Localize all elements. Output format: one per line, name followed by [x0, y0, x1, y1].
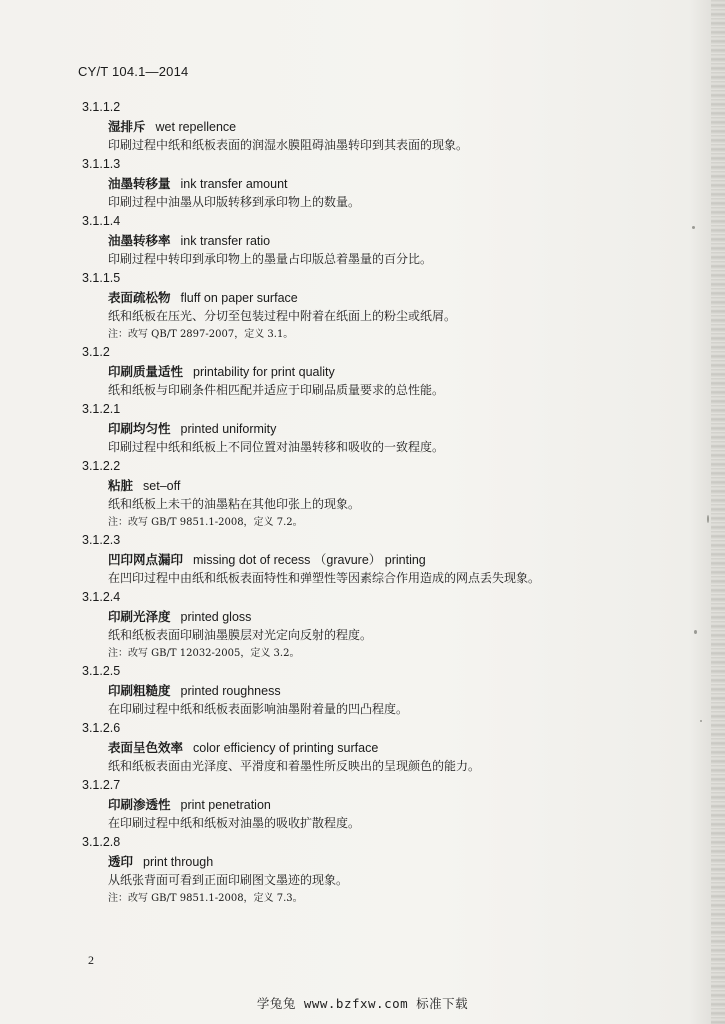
term-chinese: 表面呈色效率: [108, 740, 184, 755]
term-chinese: 印刷光泽度: [108, 609, 171, 624]
term-english: print through: [143, 855, 214, 869]
term-definition: 纸和纸板在压光、分切至包装过程中附着在纸面上的粉尘或纸屑。: [108, 309, 457, 323]
term-number: 3.1.1.5: [82, 271, 121, 285]
term-english: print penetration: [180, 798, 271, 812]
term-title: [82, 681, 682, 700]
term-title: [82, 852, 682, 871]
term-title: [82, 288, 682, 307]
term-english: ink transfer ratio: [180, 234, 271, 248]
term-note: 注：改写 QB/T 2897-2007，定义 3.1。: [108, 329, 294, 340]
term-chinese: 表面疏松物: [108, 290, 171, 305]
term-number: 3.1.2.5: [82, 664, 121, 678]
term-note: 注：改写 GB/T 12032-2005，定义 3.2。: [108, 648, 300, 659]
term-entry: [82, 343, 682, 400]
page-number: 2: [88, 953, 94, 967]
term-title: [82, 117, 682, 136]
scan-speck: [692, 226, 695, 229]
term-english: printed roughness: [180, 684, 281, 698]
term-definition: 纸和纸板与印刷条件相匹配并适应于印刷品质量要求的总性能。: [108, 383, 445, 397]
term-number: 3.1.2.6: [82, 721, 121, 735]
term-chinese: 粘脏: [108, 478, 134, 493]
term-title: [82, 419, 682, 438]
term-chinese: 油墨转移量: [108, 176, 171, 191]
term-english: wet repellence: [155, 120, 237, 134]
term-number: 3.1.2.1: [82, 402, 121, 416]
term-title: [82, 174, 682, 193]
term-entry: [82, 531, 682, 588]
term-english: missing dot of recess （gravure） printing: [193, 553, 426, 567]
term-chinese: 印刷均匀性: [108, 421, 171, 436]
term-english: printed gloss: [180, 610, 252, 624]
term-chinese: 透印: [108, 854, 134, 869]
term-number: 3.1.2.7: [82, 778, 121, 792]
term-english: fluff on paper surface: [180, 291, 298, 305]
term-english: set–off: [143, 479, 181, 493]
term-note: 注：改写 GB/T 9851.1-2008，定义 7.3。: [108, 893, 303, 904]
term-title: [82, 231, 682, 250]
term-entry: [82, 776, 682, 833]
term-definition: 印刷过程中油墨从印版转移到承印物上的数量。: [108, 195, 361, 209]
scan-speck: [700, 720, 702, 722]
term-english: color efficiency of printing surface: [193, 741, 379, 755]
term-definition: 印刷过程中纸和纸板表面的润湿水膜阻碍油墨转印到其表面的现象。: [108, 138, 469, 152]
term-number: 3.1.1.2: [82, 100, 121, 114]
term-entry: [82, 833, 682, 907]
term-definition: 印刷过程中转印到承印物上的墨量占印版总着墨量的百分比。: [108, 252, 433, 266]
standard-code-header: CY/T 104.1—2014: [78, 64, 189, 79]
term-chinese: 湿排斥: [108, 119, 146, 134]
term-number: 3.1.1.4: [82, 214, 121, 228]
term-entry: [82, 588, 682, 662]
term-english: ink transfer amount: [180, 177, 288, 191]
term-entry: [82, 269, 682, 343]
term-number: 3.1.2.2: [82, 459, 121, 473]
term-definition: 在印刷过程中纸和纸板表面影响油墨附着量的凹凸程度。: [108, 702, 409, 716]
watermark-brand: 学兔兔: [256, 996, 296, 1011]
term-title: [82, 550, 682, 569]
term-note: 注：改写 GB/T 9851.1-2008，定义 7.2。: [108, 517, 303, 528]
term-title: [82, 362, 682, 381]
term-chinese: 印刷粗糙度: [108, 683, 171, 698]
term-definition: 纸和纸板表面印刷油墨膜层对光定向反射的程度。: [108, 628, 373, 642]
term-definition: 纸和纸板表面由光泽度、平滑度和着墨性所反映出的呈现颜色的能力。: [108, 759, 481, 773]
term-english: printability for print quality: [193, 365, 335, 379]
term-chinese: 印刷质量适性: [108, 364, 184, 379]
term-title: [82, 476, 682, 495]
term-title: [82, 607, 682, 626]
watermark-label: 标准下载: [416, 996, 469, 1011]
term-entry: [82, 662, 682, 719]
term-definition: 在印刷过程中纸和纸板对油墨的吸收扩散程度。: [108, 816, 361, 830]
term-definition: 印刷过程中纸和纸板上不同位置对油墨转移和吸收的一致程度。: [108, 440, 445, 454]
scan-speck: [707, 515, 709, 523]
term-number: 3.1.2.4: [82, 590, 121, 604]
term-definition: 从纸张背面可看到正面印刷图文墨迹的现象。: [108, 873, 349, 887]
term-number: 3.1.2: [82, 345, 110, 359]
footer-watermark: [0, 994, 725, 1012]
term-entry: [82, 457, 682, 531]
watermark-site-link[interactable]: www.bzfxw.com: [303, 996, 409, 1011]
term-chinese: 凹印网点漏印: [108, 552, 184, 567]
term-number: 3.1.2.8: [82, 835, 121, 849]
term-list: [82, 98, 682, 907]
term-number: 3.1.2.3: [82, 533, 121, 547]
term-entry: [82, 400, 682, 457]
term-chinese: 油墨转移率: [108, 233, 171, 248]
term-entry: [82, 98, 682, 155]
term-entry: [82, 719, 682, 776]
term-entry: [82, 155, 682, 212]
term-english: printed uniformity: [180, 422, 277, 436]
term-chinese: 印刷渗透性: [108, 797, 171, 812]
term-definition: 在凹印过程中由纸和纸板表面特性和弹塑性等因素综合作用造成的网点丢失现象。: [108, 571, 541, 585]
term-definition: 纸和纸板上未干的油墨粘在其他印张上的现象。: [108, 497, 361, 511]
term-number: 3.1.1.3: [82, 157, 121, 171]
term-title: [82, 738, 682, 757]
scan-speck: [694, 630, 697, 634]
scan-edge-shadow: [711, 0, 725, 1024]
term-entry: [82, 212, 682, 269]
term-title: [82, 795, 682, 814]
